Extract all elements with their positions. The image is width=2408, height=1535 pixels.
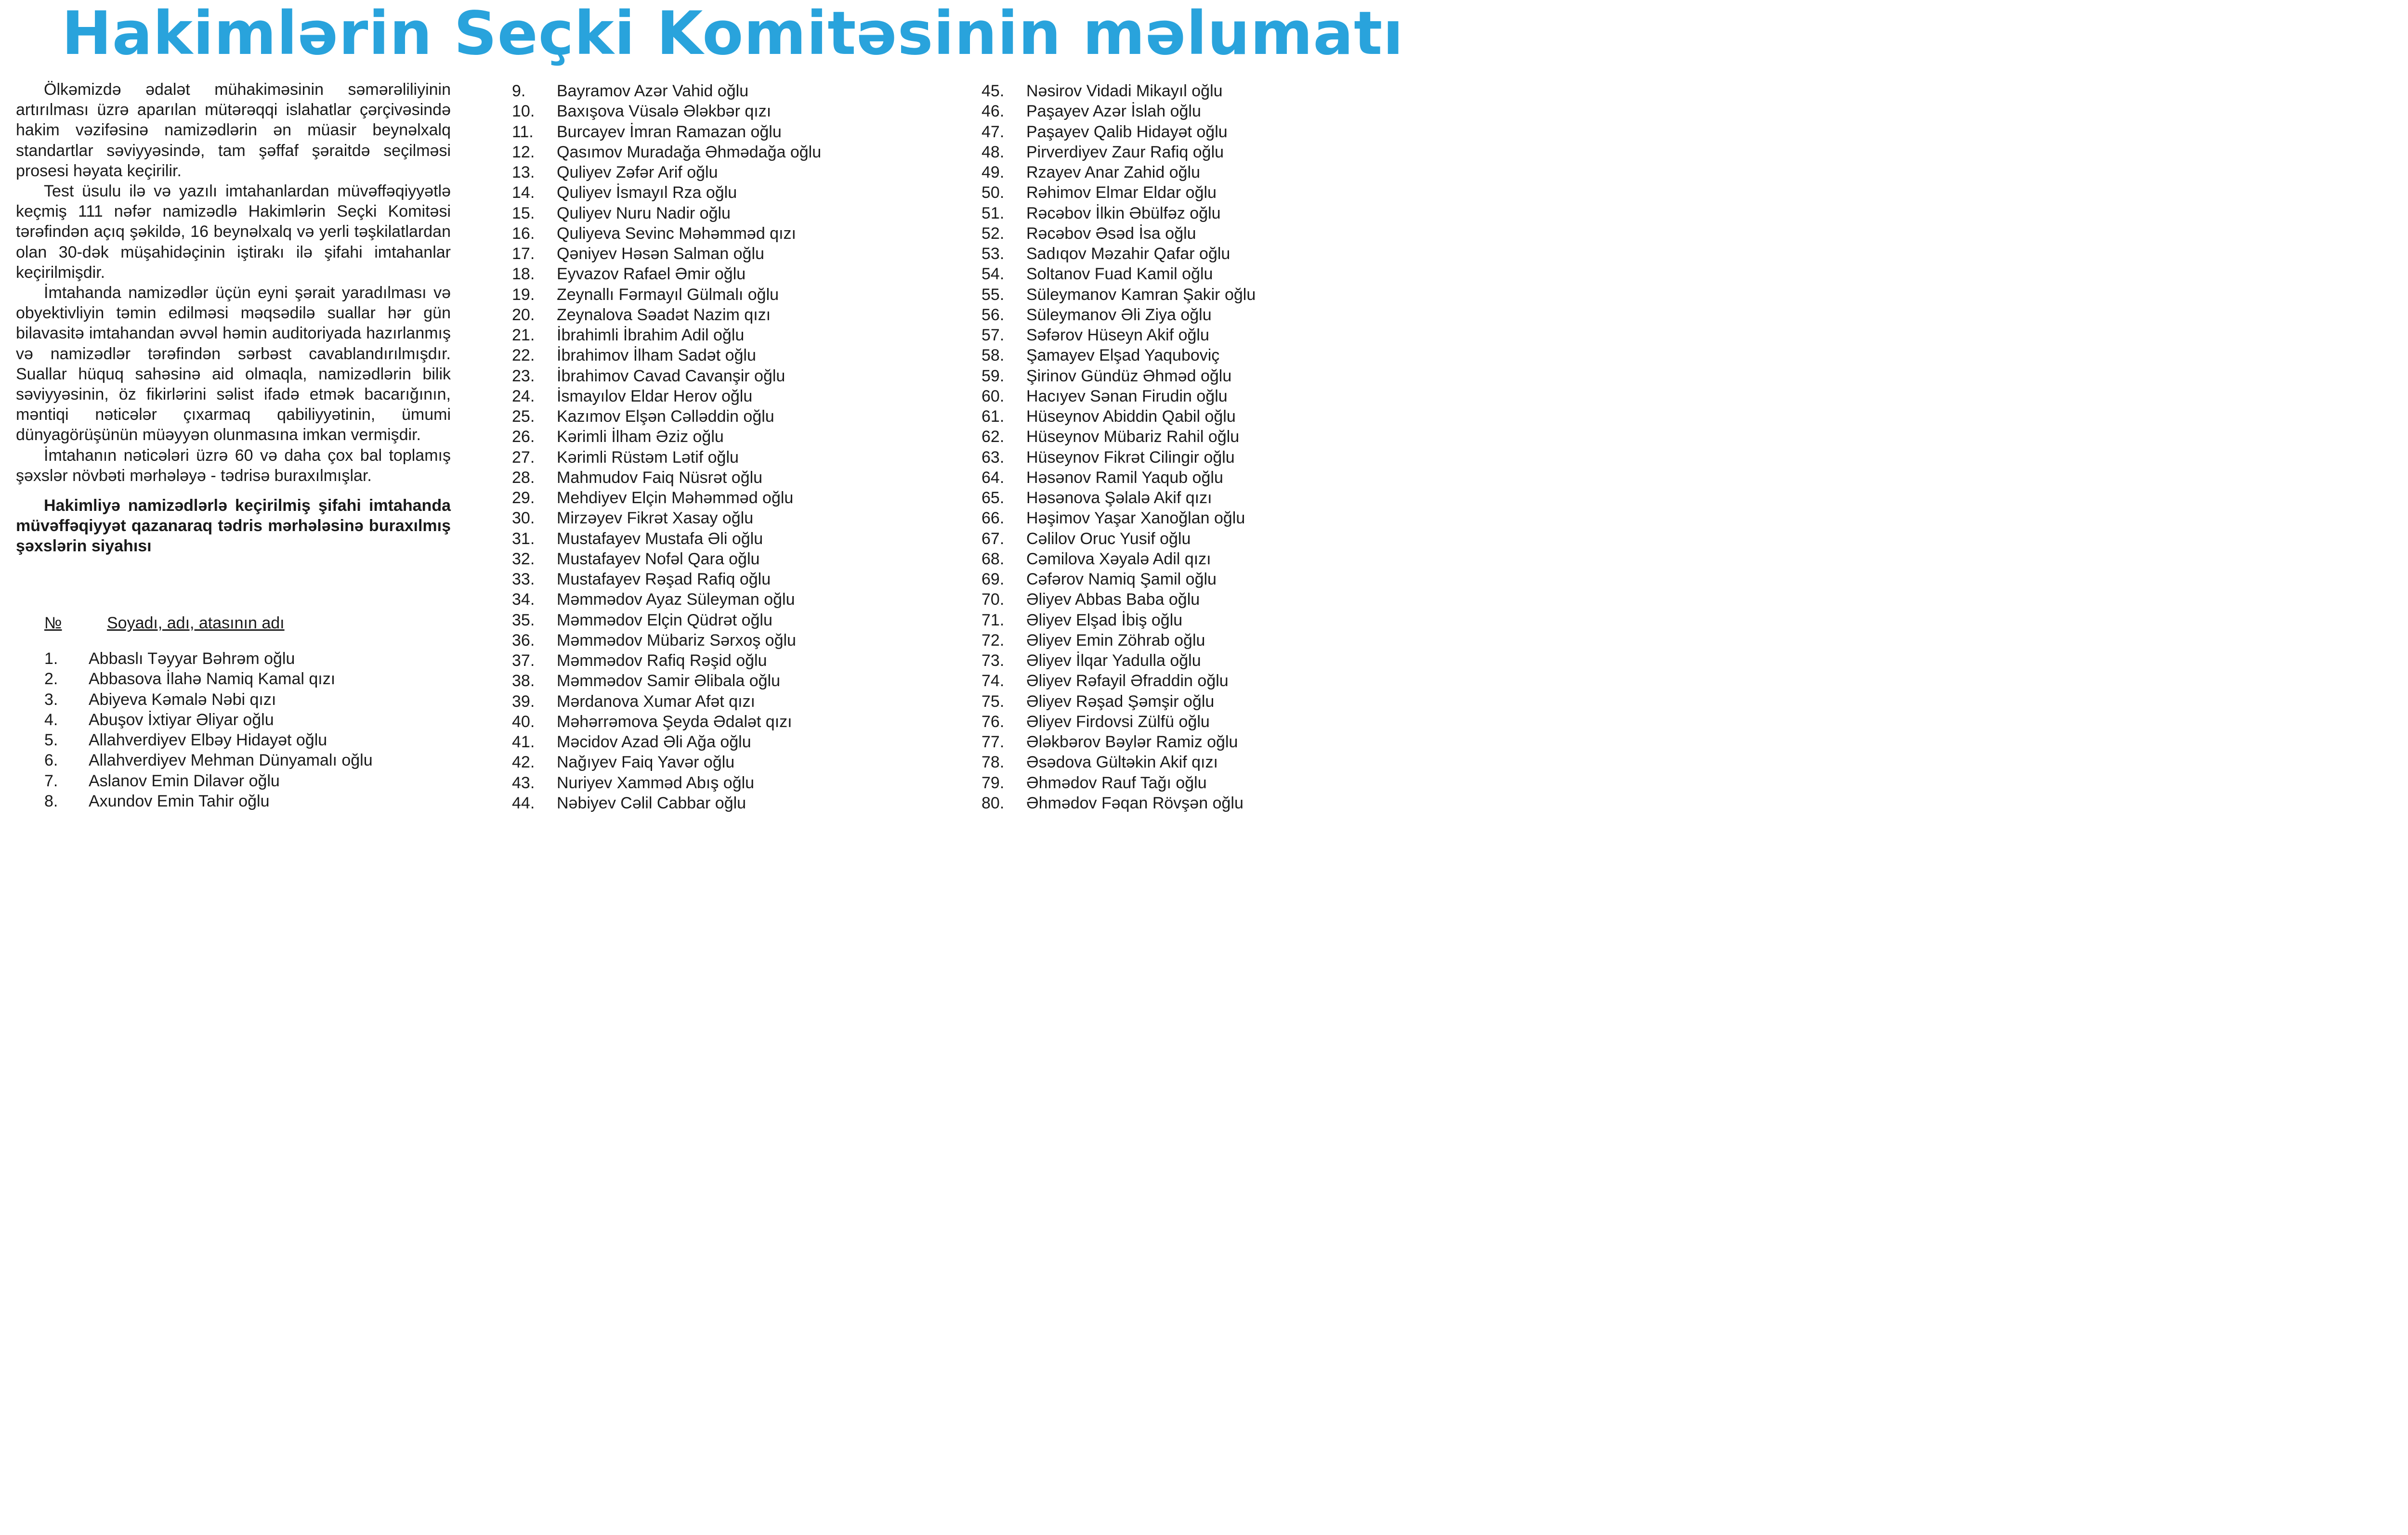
item-number: 35. [512,611,535,629]
intro-text [16,79,451,557]
candidate-name: Zeynalova Səadət Nazim qızı [557,305,771,324]
candidate-name: Məmmədov Ayaz Süleyman oğlu [557,590,795,609]
candidate-name: Pirverdiyev Zaur Rafiq oğlu [1026,143,1224,161]
candidate-name: Nəsirov Vidadi Mikayıl oğlu [1026,82,1223,100]
candidate-name: Allahverdiyev Elbəy Hidayət oğlu [89,731,327,749]
item-number: 59. [982,366,1005,385]
item-number: 42. [512,753,535,772]
candidate-name: Süleymanov Kamran Şakir oğlu [1026,285,1256,304]
item-number: 17. [512,245,535,263]
candidate-name: Qasımov Muradağa Əhmədağa oğlu [557,143,822,161]
candidate-name: Əhmədov Fəqan Rövşən oğlu [1026,794,1243,812]
item-number: 48. [982,143,1005,161]
candidate-name: Quliyev Nuru Nadir oğlu [557,204,731,222]
candidate-name: Rəcəbov İlkin Əbülfəz oğlu [1026,204,1221,222]
candidate-name: Eyvazov Rafael Əmir oğlu [557,265,746,284]
candidate-name: Mirzəyev Fikrət Xasay oğlu [557,509,754,528]
item-number: 65. [982,489,1005,507]
item-number: 56. [982,305,1005,324]
item-number: 9. [512,82,526,100]
item-number: 47. [982,122,1005,141]
candidate-name: Allahverdiyev Mehman Dünyamalı oğlu [89,751,373,770]
item-number: 73. [982,651,1005,670]
item-number: 78. [982,753,1005,772]
candidate-name: Məmmədov Mübariz Sərxoş oğlu [557,631,796,650]
item-number: 58. [982,346,1005,365]
candidate-name: İbrahimli İbrahim Adil oğlu [557,326,745,344]
item-number: 31. [512,529,535,548]
candidate-name: Mehdiyev Elçin Məhəmməd oğlu [557,489,794,507]
candidate-name: Hüseynov Abiddin Qabil oğlu [1026,407,1236,426]
item-number: 16. [512,224,535,243]
item-number: 64. [982,468,1005,487]
item-number: 33. [512,570,535,588]
item-number: 23. [512,366,535,385]
item-number: 28. [512,468,535,487]
candidate-name: Hüseynov Fikrət Cilingir oğlu [1026,448,1235,467]
candidate-name: Nuriyev Xamməd Abış oğlu [557,773,755,792]
item-number: 13. [512,163,535,182]
candidate-name: Mustafayev Mustafa Əli oğlu [557,529,763,548]
candidate-name: Quliyeva Sevinc Məhəmməd qızı [557,224,796,243]
item-number: 27. [512,448,535,467]
candidate-name: Ələkbərov Bəylər Ramiz oğlu [1026,733,1238,751]
list-heading: Hakimliyə namizədlərlə keçirilmiş şifahi imtahanda müvəffəqiyyət qazanaraq tədris mərhələsinə buraxılmış şəxslərin siyahısı [16,496,451,556]
item-number: 54. [982,265,1005,284]
candidate-name: Kərimli İlham Əziz oğlu [557,428,724,446]
item-number: 14. [512,183,535,202]
item-number: 37. [512,651,535,670]
item-number: 51. [982,204,1005,222]
item-number: 39. [512,692,535,711]
item-number: 2. [44,670,58,689]
item-number: 66. [982,509,1005,528]
candidate-name: Əliyev Elşad İbiş oğlu [1026,611,1183,629]
candidate-name: İbrahimov Cavad Cavanşir oğlu [557,366,785,385]
item-number: 21. [512,326,535,344]
candidate-name: Məcidov Azad Əli Ağa oğlu [557,733,751,751]
candidate-name: İsmayılov Eldar Herov oğlu [557,387,753,405]
candidate-name: Hüseynov Mübariz Rahil oğlu [1026,428,1240,446]
candidate-name: Soltanov Fuad Kamil oğlu [1026,265,1213,284]
candidate-name: Paşayev Azər İslah oğlu [1026,102,1201,121]
item-number: 1. [44,650,58,668]
candidate-name: Həşimov Yaşar Xanoğlan oğlu [1026,509,1245,528]
item-number: 77. [982,733,1005,751]
candidate-name: Məmmədov Rafiq Rəşid oğlu [557,651,767,670]
candidate-name: Axundov Emin Tahir oğlu [89,792,270,810]
item-number: 61. [982,407,1005,426]
item-number: 68. [982,549,1005,568]
candidate-name: Cəfərov Namiq Şamil oğlu [1026,570,1217,588]
candidate-name: Əliyev Emin Zöhrab oğlu [1026,631,1205,650]
intro-paragraph: İmtahanın nəticələri üzrə 60 və daha çox bal toplamış şəxslər növbəti mərhələyə - tədrisə buraxılmışlar. [16,446,451,485]
candidate-name: Sadıqov Məzahir Qafar oğlu [1026,245,1230,263]
candidate-name: Zeynallı Fərmayıl Gülmalı oğlu [557,285,779,304]
item-number: 60. [982,387,1005,405]
item-number: 80. [982,794,1005,812]
candidate-name: Nəbiyev Cəlil Cabbar oğlu [557,794,746,812]
candidate-name: Aslanov Emin Dilavər oğlu [89,771,280,790]
page-title: Hakimlərin Seçki Komitəsinin məlumatı [62,0,1404,68]
item-number: 49. [982,163,1005,182]
item-number: 10. [512,102,535,121]
candidate-name: Əhmədov Rauf Tağı oğlu [1026,773,1207,792]
item-number: 53. [982,245,1005,263]
item-number: 57. [982,326,1005,344]
candidate-name: Mərdanova Xumar Afət qızı [557,692,755,711]
candidate-name: Abuşov İxtiyar Əliyar oğlu [89,710,274,729]
candidate-name: Mahmudov Faiq Nüsrət oğlu [557,468,763,487]
item-number: 41. [512,733,535,751]
candidate-name: Kərimli Rüstəm Lətif oğlu [557,448,739,467]
candidate-name: Burcayev İmran Ramazan oğlu [557,122,782,141]
item-number: 7. [44,771,58,790]
candidate-name: Mustafayev Rəşad Rafiq oğlu [557,570,771,588]
candidate-name: Baxışova Vüsalə Ələkbər qızı [557,102,772,121]
candidate-name: Cəmilova Xəyalə Adil qızı [1026,549,1211,568]
item-number: 18. [512,265,535,284]
item-number: 55. [982,285,1005,304]
candidate-name: Abbasova İlahə Namiq Kamal qızı [89,670,336,689]
candidate-name: Paşayev Qalib Hidayət oğlu [1026,122,1228,141]
candidate-name: Quliyev Zəfər Arif oğlu [557,163,718,182]
candidate-name: Bayramov Azər Vahid oğlu [557,82,749,100]
candidate-name: Abiyeva Kəmalə Nəbi qızı [89,690,276,709]
item-number: 4. [44,710,58,729]
item-number: 8. [44,792,58,810]
item-number: 52. [982,224,1005,243]
item-number: 32. [512,549,535,568]
item-number: 34. [512,590,535,609]
candidate-name: Həsənov Ramil Yaqub oğlu [1026,468,1223,487]
candidate-name: Əsədova Gültəkin Akif qızı [1026,753,1218,772]
candidate-name: Məmmədov Samir Əlibala oğlu [557,672,780,690]
item-number: 62. [982,428,1005,446]
item-number: 25. [512,407,535,426]
candidate-name: Şamayev Elşad Yaquboviç [1026,346,1220,365]
candidate-name: Məmmədov Elçin Qüdrət oğlu [557,611,772,629]
candidate-name: Həsənova Şəlalə Akif qızı [1026,489,1212,507]
item-number: 74. [982,672,1005,690]
item-number: 38. [512,672,535,690]
item-number: 45. [982,82,1005,100]
item-number: 11. [512,122,534,141]
candidate-name: Hacıyev Sənan Firudin oğlu [1026,387,1228,405]
intro-paragraph: İmtahanda namizədlər üçün eyni şərait yaradılması və obyektivliyin təmin edilməsi məqsədilə suallar hər gün bilavasitə imtahandan əvvəl həmin auditoriyada hazırlanmış və namizədlər tərəfindən sərbəst cavablandırılmışdır. Suallar hüquq sahəsinə aid olmaqla, namizədlərin bilik səviyyəsinin, öz fikirlərini səlist ifadə etmək bacarığının, məntiqi nəticələr çıxarmaq qabiliyyətinin, ümumi dünyagörüşünün müəyyən olunmasına imkan vermişdir. [16,284,451,444]
item-number: 6. [44,751,58,770]
candidate-name: Quliyev İsmayıl Rza oğlu [557,183,737,202]
item-number: 50. [982,183,1005,202]
intro-paragraph: Ölkəmizdə ədalət mühakiməsinin səmərəliliyinin artırılması üzrə aparılan mütərəqqi islahatlar çərçivəsində hakim vəzifəsinə namizədlərin ən müasir beynəlxalq standartlar səviyyəsində, tam şəffaf şəraitdə seçilməsi prosesi həyata keçirilir. [16,80,451,180]
candidate-name: Şirinov Gündüz Əhməd oğlu [1026,366,1232,385]
item-number: 71. [982,611,1005,629]
item-number: 46. [982,102,1005,121]
candidate-name: Cəlilov Oruc Yusif oğlu [1026,529,1191,548]
candidate-name: Rzayev Anar Zahid oğlu [1026,163,1200,182]
item-number: 20. [512,305,535,324]
candidate-name: Qəniyev Həsən Salman oğlu [557,245,764,263]
item-number: 79. [982,773,1005,792]
name-column-header: Soyadı, adı, atasının adı [107,614,285,632]
item-number: 67. [982,529,1005,548]
item-number: 36. [512,631,535,650]
item-number: 3. [44,690,58,709]
number-column-header: № [44,614,62,632]
item-number: 5. [44,731,58,749]
item-number: 15. [512,204,535,222]
item-number: 12. [512,143,535,161]
item-number: 72. [982,631,1005,650]
item-number: 30. [512,509,535,528]
candidate-name: Rəhimov Elmar Eldar oğlu [1026,183,1217,202]
candidate-name: İbrahimov İlham Sadət oğlu [557,346,756,365]
item-number: 26. [512,428,535,446]
candidate-name: Mustafayev Nofəl Qara oğlu [557,549,760,568]
candidate-name: Əliyev Rəfayil Əfraddin oğlu [1026,672,1229,690]
candidate-name: Əliyev Firdovsi Zülfü oğlu [1026,712,1210,731]
candidate-name: Abbaslı Təyyar Bəhrəm oğlu [89,650,295,668]
item-number: 22. [512,346,535,365]
item-number: 70. [982,590,1005,609]
item-number: 29. [512,489,535,507]
candidate-name: Səfərov Hüseyn Akif oğlu [1026,326,1209,344]
table-header [44,613,285,633]
candidate-name: Məhərrəmova Şeyda Ədalət qızı [557,712,792,731]
candidate-name: Əliyev İlqar Yadulla oğlu [1026,651,1201,670]
item-number: 19. [512,285,535,304]
candidate-name: Nağıyev Faiq Yavər oğlu [557,753,735,772]
item-number: 75. [982,692,1005,711]
candidate-name: Əliyev Abbas Baba oğlu [1026,590,1200,609]
item-number: 69. [982,570,1005,588]
item-number: 44. [512,794,535,812]
candidate-name: Rəcəbov Əsəd İsa oğlu [1026,224,1196,243]
item-number: 40. [512,712,535,731]
item-number: 43. [512,773,535,792]
candidate-name: Kazımov Elşən Cəlləddin oğlu [557,407,774,426]
candidate-name: Süleymanov Əli Ziya oğlu [1026,305,1212,324]
item-number: 63. [982,448,1005,467]
item-number: 76. [982,712,1005,731]
intro-paragraph: Test üsulu ilə və yazılı imtahanlardan müvəffəqiyyətlə keçmiş 111 nəfər namizədlə Hakimlərin Seçki Komitəsi tərəfindən açıq şəkildə, 16 beynəlxalq və yerli təşkilatlardan olan 30-dək müşahidəçinin iştirakı ilə şifahi imtahanlar keçirilmişdir. [16,182,451,282]
item-number: 24. [512,387,535,405]
candidate-name: Əliyev Rəşad Şəmşir oğlu [1026,692,1215,711]
